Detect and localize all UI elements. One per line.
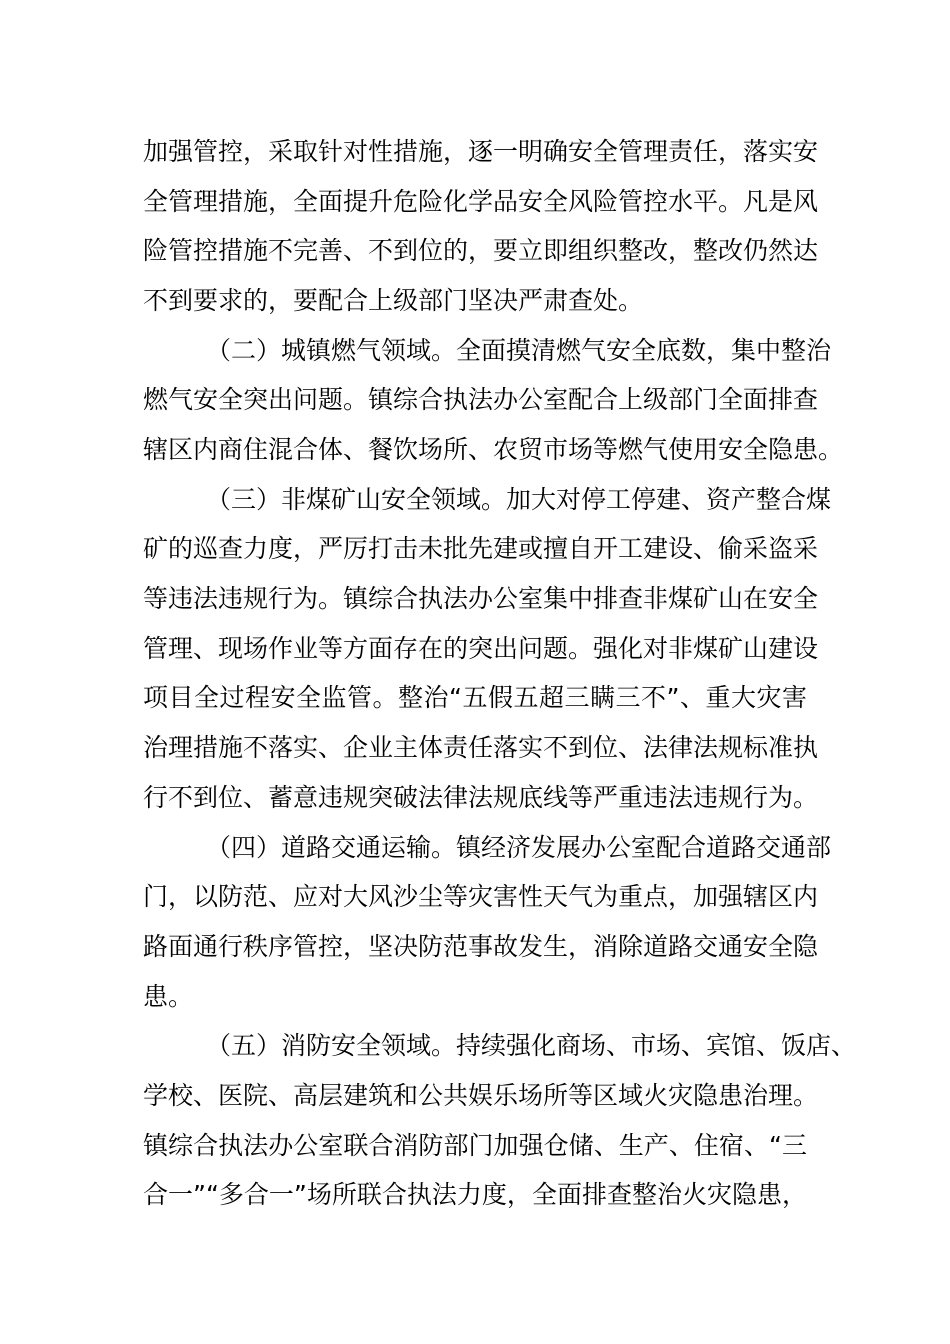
text-line: 燃气安全突出问题。镇综合执法办公室配合上级部门全面排查 — [143, 385, 819, 414]
text-line: 治理措施不落实、企业主体责任落实不到位、法律法规标准执 — [143, 733, 819, 762]
section-heading-line: （二）城镇燃气领域。全面摸清燃气安全底数，集中整治 — [206, 336, 832, 365]
text-line: 合一”“多合一”场所联合执法力度，全面排查整治火灾隐患， — [143, 1180, 807, 1209]
text-line: 镇综合执法办公室联合消防部门加强仓储、生产、住宿、“三 — [143, 1131, 807, 1160]
text-line: 路面通行秩序管控，坚决防范事故发生，消除道路交通安全隐 — [143, 932, 819, 961]
text-line: 不到要求的，要配合上级部门坚决严肃查处。 — [143, 286, 644, 315]
text-line: 管理、现场作业等方面存在的突出问题。强化对非煤矿山建设 — [143, 634, 819, 663]
section-heading-line: （五）消防安全领域。持续强化商场、市场、宾馆、饭店、 — [206, 1031, 857, 1060]
text-line: 等违法违规行为。镇综合执法办公室集中排查非煤矿山在安全 — [143, 584, 819, 613]
text-line: 辖区内商住混合体、餐饮场所、农贸市场等燃气使用安全隐患。 — [143, 435, 844, 464]
text-line: 全管理措施，全面提升危险化学品安全风险管控水平。凡是风 — [143, 187, 819, 216]
text-line: 加强管控，采取针对性措施，逐一明确安全管理责任，落实安 — [143, 137, 819, 166]
text-line: 行不到位、蓄意违规突破法律法规底线等严重违法违规行为。 — [143, 783, 819, 812]
text-line: 矿的巡查力度，严厉打击未批先建或擅自开工建设、偷采盗采 — [143, 534, 819, 563]
section-heading-line: （四）道路交通运输。镇经济发展办公室配合道路交通部 — [206, 833, 832, 862]
text-line: 门，以防范、应对大风沙尘等灾害性天气为重点，加强辖区内 — [143, 882, 819, 911]
section-heading-line: （三）非煤矿山安全领域。加大对停工停建、资产整合煤 — [206, 485, 832, 514]
text-line: 项目全过程安全监管。整治“五假五超三瞒三不”、重大灾害 — [143, 683, 807, 712]
text-line: 学校、医院、高层建筑和公共娱乐场所等区域火灾隐患治理。 — [143, 1081, 819, 1110]
text-line: 患。 — [143, 982, 194, 1011]
text-line: 险管控措施不完善、不到位的，要立即组织整改，整改仍然达 — [143, 236, 819, 265]
